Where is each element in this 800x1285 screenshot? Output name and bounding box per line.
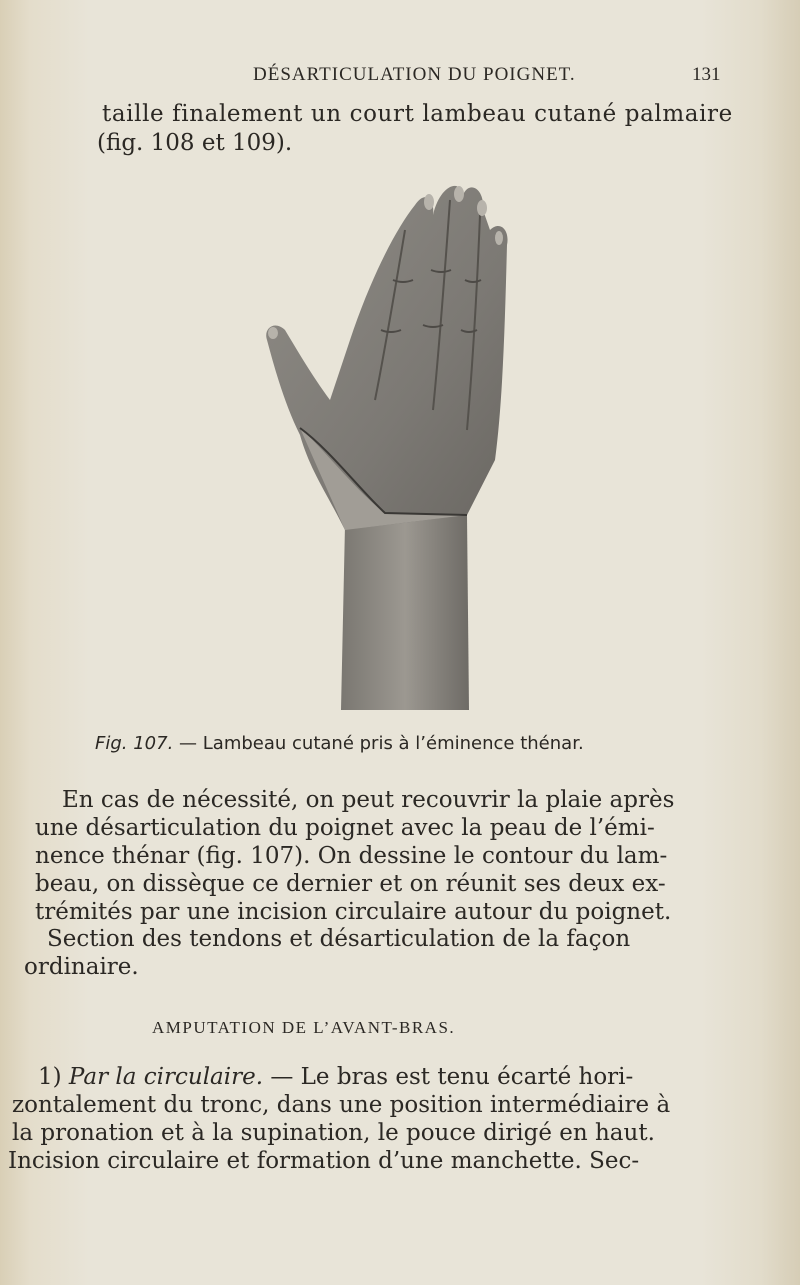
- paragraph-line: nence thénar (fig. 107). On dessine le contour du lam-: [35, 843, 668, 869]
- paragraph-first-line: [38, 1064, 633, 1090]
- figure-caption: [95, 733, 584, 754]
- hand-drawing: [255, 170, 525, 715]
- running-title: DÉSARTICULATION DU POIGNET.: [253, 64, 576, 85]
- paragraph-line: zontalement du tronc, dans une position intermédiaire à: [12, 1092, 671, 1118]
- item-subtitle: Par la circulaire.: [68, 1064, 264, 1090]
- paragraph-line: une désarticulation du poignet avec la peau de l’émi-: [35, 815, 655, 841]
- intro-line: (fig. 108 et 109).: [97, 130, 293, 156]
- paragraph-line: ordinaire.: [24, 954, 139, 980]
- page-number: 131: [692, 64, 721, 85]
- paragraph-line: beau, on dissèque ce dernier et on réunit ses deux ex-: [35, 871, 666, 897]
- item-text: — Le bras est tenu écarté hori-: [270, 1064, 634, 1090]
- item-number: 1): [38, 1064, 62, 1090]
- figure-caption-text: — Lambeau cutané pris à l’éminence thénar.: [179, 733, 584, 754]
- paragraph-line: la pronation et à la supination, le pouce dirigé en haut.: [12, 1120, 655, 1146]
- intro-line: taille finalement un court lambeau cutané palmaire: [102, 101, 733, 127]
- page-header: [0, 60, 800, 90]
- figure-number: Fig. 107.: [95, 733, 174, 754]
- paragraph-line: trémités par une incision circulaire autour du poignet.: [35, 899, 672, 925]
- hand-illustration: [255, 170, 525, 715]
- section-heading: AMPUTATION DE L’AVANT-BRAS.: [152, 1018, 456, 1037]
- paragraph-line: Section des tendons et désarticulation de la façon: [47, 926, 631, 952]
- paragraph-line: Incision circulaire et formation d’une manchette. Sec-: [8, 1148, 640, 1174]
- paragraph-line: En cas de nécessité, on peut recouvrir la plaie après: [62, 787, 675, 813]
